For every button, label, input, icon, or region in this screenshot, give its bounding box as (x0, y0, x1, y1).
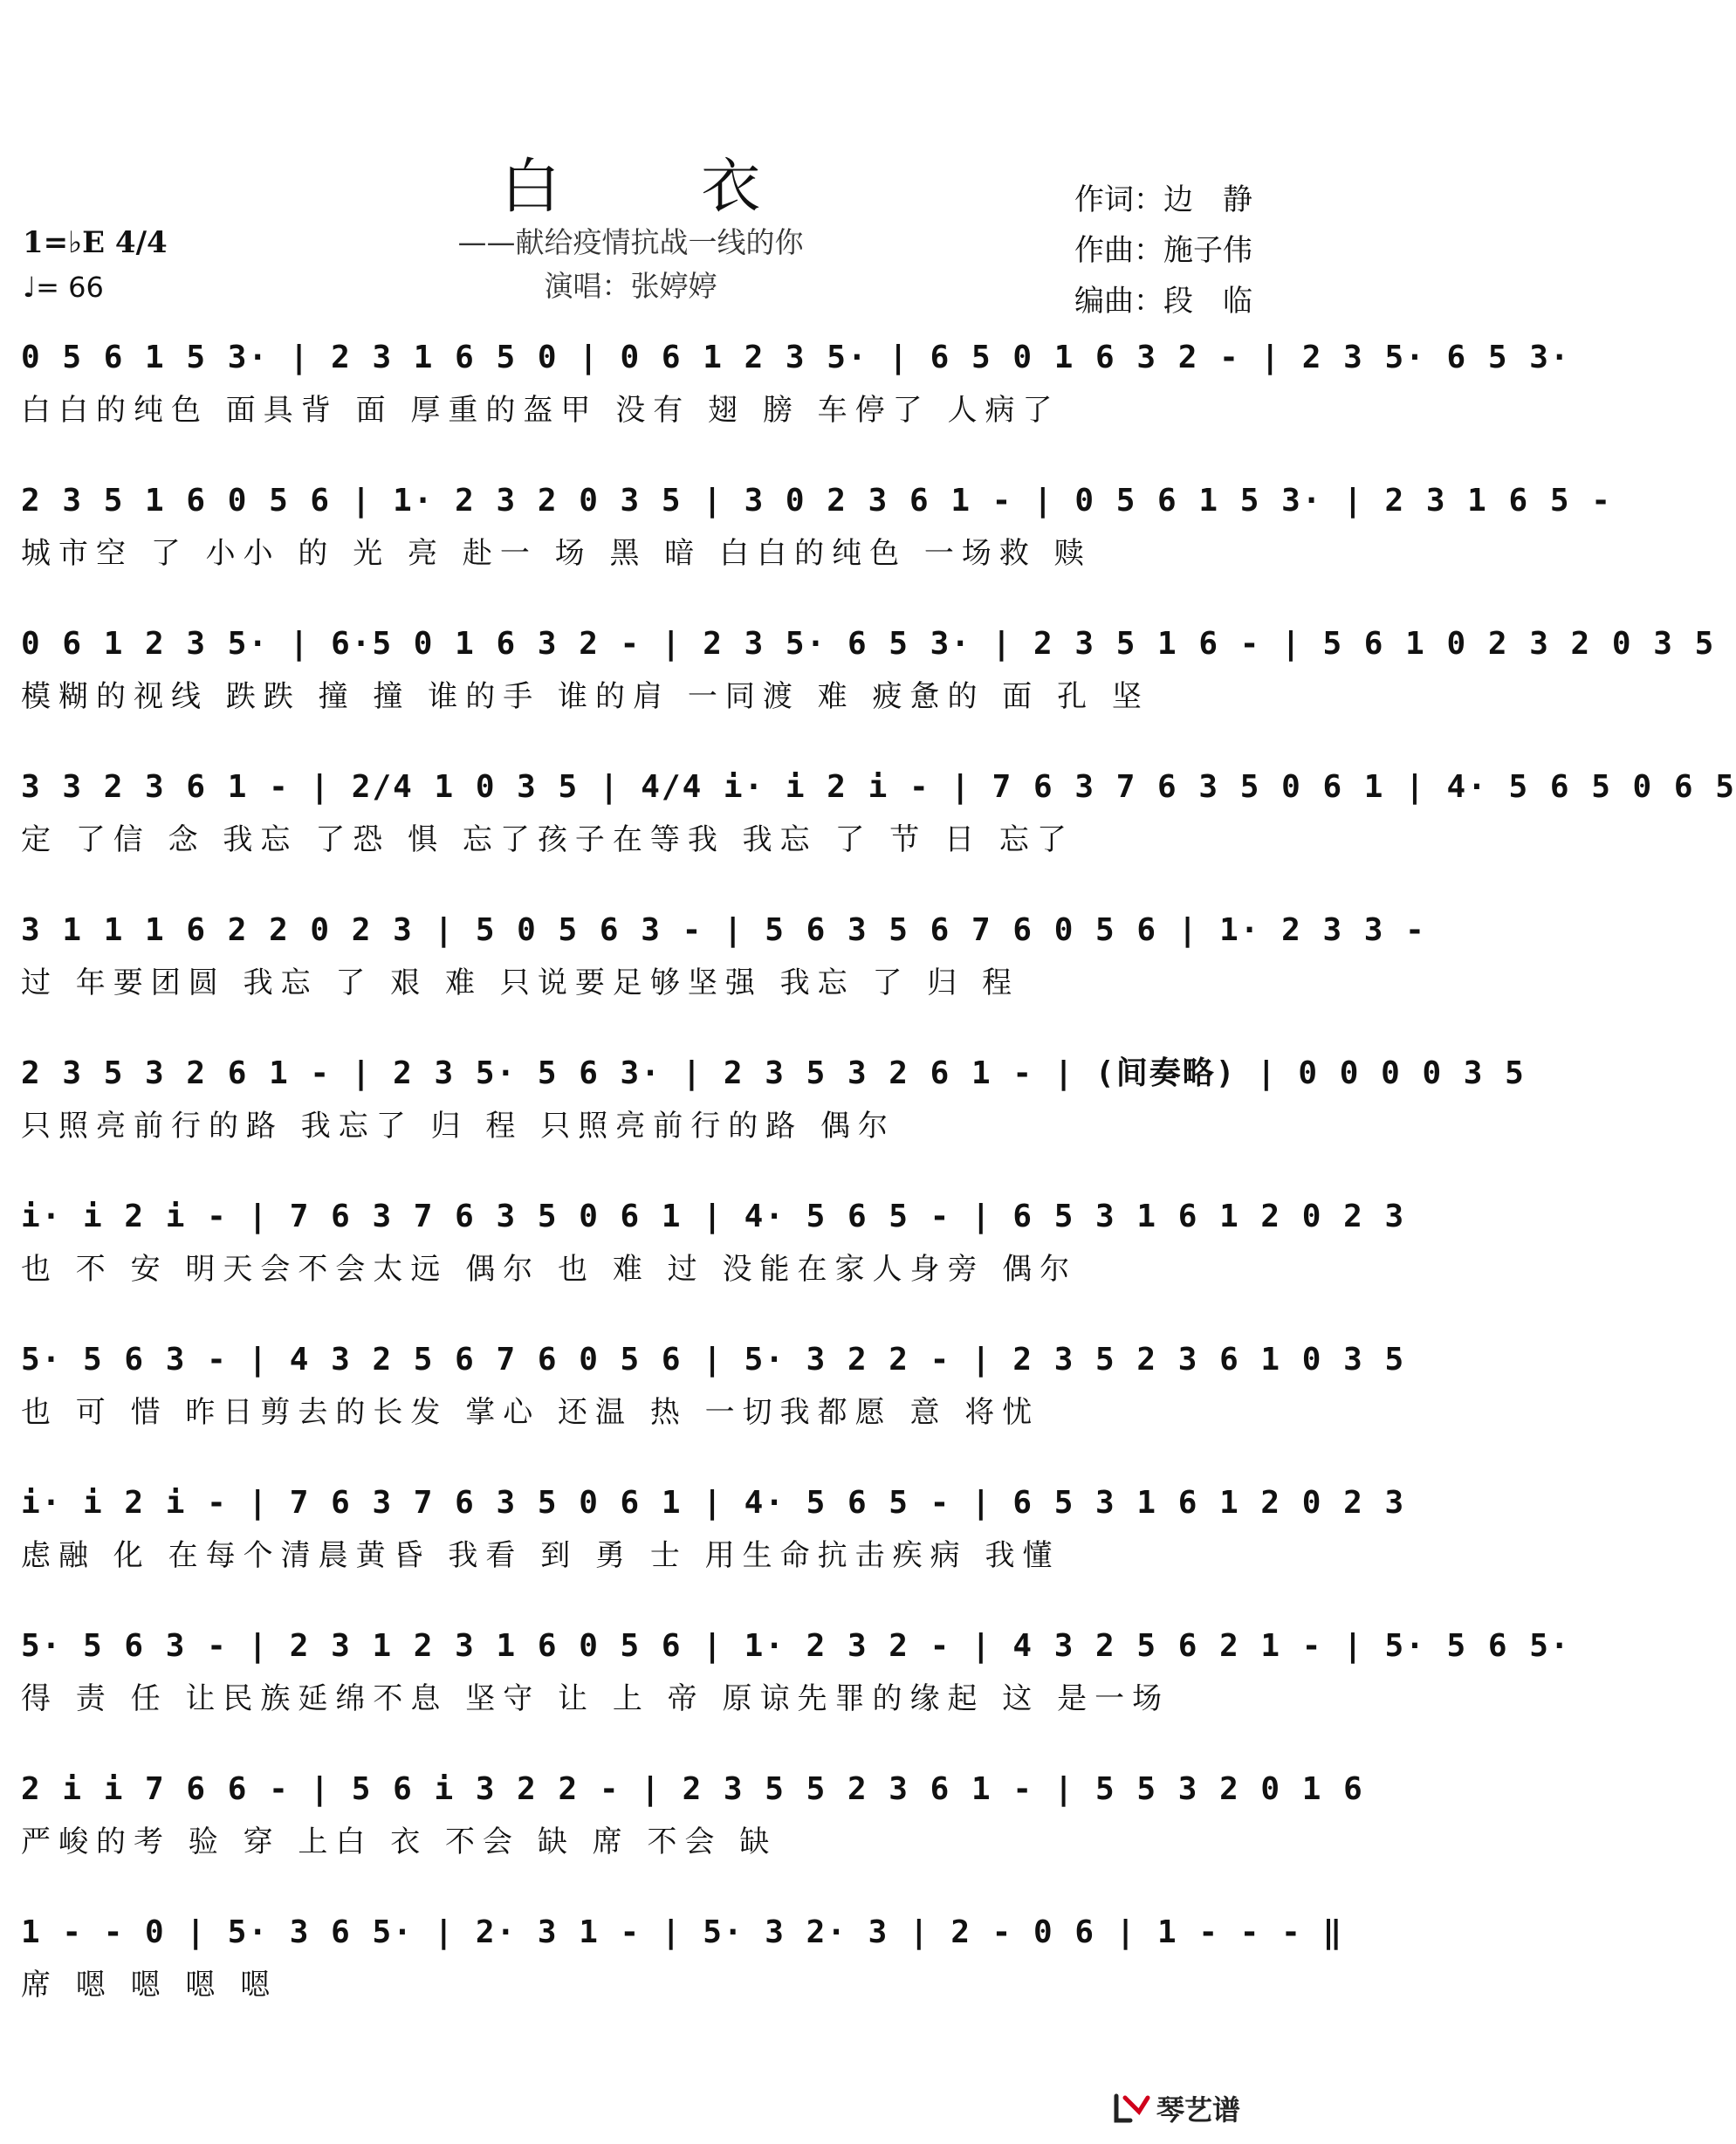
lyrics-line: 得 责 任 让民族延绵不息 坚守 让 上 帝 原谅先罪的缘起 这 是一场 (21, 1681, 1170, 1716)
score-system (21, 1475, 1406, 1618)
notation-line: 3 1 1 1 6 2 2 0 2 3 | 5 0 5 6 3 - | 5 6 3 5 6 7 6 0 5 6 | 1· 2 3 3 - (21, 912, 1426, 948)
lyrics-line: 白白的纯色 面具背 面 厚重的盔甲 没有 翅 膀 车停了 人病了 (21, 393, 1060, 428)
score-system (21, 759, 1736, 903)
composer-credit: 作曲：施子伟 (1074, 233, 1252, 268)
lyrics-line: 也 可 惜 昨日剪去的长发 掌心 还温 热 一切我都愿 意 将忧 (21, 1395, 1040, 1430)
notation-line: 3 3 2 3 6 1 - | 2/4 1 0 3 5 | 4/4 i· i 2 i - | 7 6 3 7 6 3 5 0 6 1 | 4· 5 6 5 0 6 5 (21, 769, 1736, 805)
notation-line: 2 3 5 3 2 6 1 - | 2 3 5· 5 6 3· | 2 3 5 3 2 6 1 - | (间奏略) | 0 0 0 0 3 5 (21, 1055, 1526, 1091)
notation-line: 0 6 1 2 3 5· | 6·5 0 1 6 3 2 - | 2 3 5· 6 5 3· | 2 3 5 1 6 - | 5 6 1 0 2 3 2 0 3 5 (21, 626, 1716, 662)
arranger-credit: 编曲：段 临 (1074, 284, 1252, 319)
lyricist-credit: 作词：边 静 (1074, 182, 1252, 217)
lyrics-line: 模糊的视线 跌跌 撞 撞 谁的手 谁的肩 一同渡 难 疲惫的 面 孔 坚 (21, 679, 1149, 714)
notation-line: 1 - - 0 | 5· 3 6 5· | 2· 3 1 - | 5· 3 2· 3 | 2 - 0 6 | 1 - - - ‖ (21, 1914, 1344, 1950)
score-system (21, 1046, 1526, 1189)
score-system (21, 1618, 1571, 1762)
score-system (21, 473, 1612, 616)
score-system (21, 1762, 1364, 1905)
score-system (21, 1189, 1406, 1332)
lyrics-line: 城市空 了 小小 的 光 亮 赴一 场 黑 暗 白白的纯色 一场救 赎 (21, 536, 1092, 571)
lyrics-line: 过 年要团圆 我忘 了 艰 难 只说要足够坚强 我忘 了 归 程 (21, 965, 1020, 1000)
lyrics-line: 定 了信 念 我忘 了恐 惧 忘了孩子在等我 我忘 了 节 日 忘了 (21, 822, 1074, 857)
score-system (21, 1332, 1406, 1475)
key-signature: 1=♭E 4/4 (23, 225, 168, 260)
notation-line: 5· 5 6 3 - | 4 3 2 5 6 7 6 0 5 6 | 5· 3 2 2 - | 2 3 5 2 3 6 1 0 3 5 (21, 1342, 1406, 1378)
watermark-text: 琴艺谱 (1156, 2093, 1240, 2127)
notation-line: i· i 2 i - | 7 6 3 7 6 3 5 0 6 1 | 4· 5 6 5 - | 6 5 3 1 6 1 2 0 2 3 (21, 1485, 1406, 1521)
notation-line: 2 3 5 1 6 0 5 6 | 1· 2 3 2 0 3 5 | 3 0 2 3 6 1 - | 0 5 6 1 5 3· | 2 3 1 6 5 - (21, 483, 1612, 519)
tempo-marking: ♩= 66 (23, 271, 104, 304)
lyrics-line: 只照亮前行的路 我忘了 归 程 只照亮前行的路 偶尔 (21, 1109, 896, 1144)
song-subtitle: ——献给疫情抗战一线的你 (457, 225, 804, 259)
score-system (21, 1905, 1344, 2048)
credits-block (1074, 175, 1252, 326)
lyrics-line: 严峻的考 验 穿 上白 衣 不会 缺 席 不会 缺 (21, 1824, 778, 1859)
score-system (21, 903, 1426, 1046)
score-system (21, 616, 1716, 759)
watermark-logo (1113, 2088, 1240, 2128)
song-title: 白 衣 (500, 153, 822, 222)
score-system (21, 330, 1571, 473)
notation-line: 2 i i 7 6 6 - | 5 6 i 3 2 2 - | 2 3 5 5 2 3 6 1 - | 5 5 3 2 0 1 6 (21, 1771, 1364, 1807)
lyrics-line: 席 嗯 嗯 嗯 嗯 (21, 1968, 278, 2003)
singer-credit: 演唱：张婷婷 (544, 269, 717, 303)
lyrics-line: 也 不 安 明天会不会太远 偶尔 也 难 过 没能在家人身旁 偶尔 (21, 1252, 1078, 1287)
notation-line: 5· 5 6 3 - | 2 3 1 2 3 1 6 0 5 6 | 1· 2 3 2 - | 4 3 2 5 6 2 1 - | 5· 5 6 5· (21, 1628, 1571, 1664)
score (21, 330, 1736, 2048)
logo-icon (1113, 2091, 1151, 2126)
notation-line: 0 5 6 1 5 3· | 2 3 1 6 5 0 | 0 6 1 2 3 5· | 6 5 0 1 6 3 2 - | 2 3 5· 6 5 3· (21, 340, 1571, 375)
notation-line: i· i 2 i - | 7 6 3 7 6 3 5 0 6 1 | 4· 5 6 5 - | 6 5 3 1 6 1 2 0 2 3 (21, 1199, 1406, 1234)
lyrics-line: 虑融 化 在每个清晨黄昏 我看 到 勇 士 用生命抗击疾病 我懂 (21, 1538, 1060, 1573)
